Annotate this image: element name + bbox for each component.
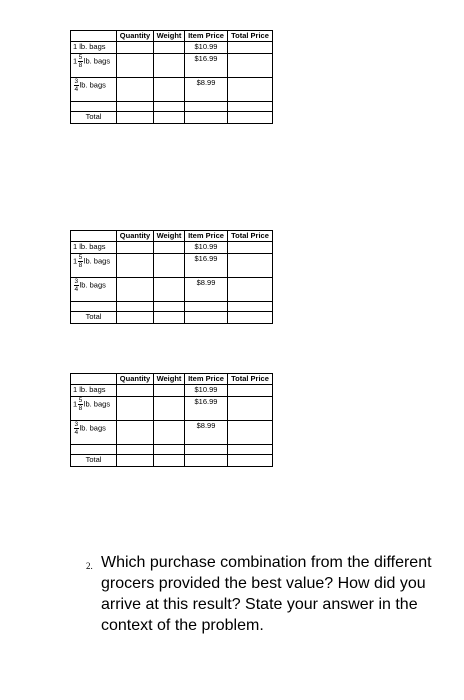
total-weight-cell[interactable]: [154, 455, 185, 467]
total-weight-cell[interactable]: [154, 112, 185, 124]
row-label-text: lb. bags: [83, 399, 111, 409]
table-row: [71, 421, 273, 445]
row-label-text: 1 lb. bags: [73, 42, 106, 51]
row-label: [71, 278, 117, 302]
empty-cell[interactable]: [185, 445, 228, 455]
empty-cell[interactable]: [228, 302, 273, 312]
empty-cell[interactable]: [185, 302, 228, 312]
fraction: [78, 397, 83, 412]
total-price-cell[interactable]: [228, 112, 273, 124]
empty-cell[interactable]: [117, 102, 154, 112]
fraction-denominator: 4: [74, 429, 79, 436]
table-row-empty: [71, 445, 273, 455]
table-row: [71, 78, 273, 102]
weight-cell[interactable]: [154, 421, 185, 445]
fraction-denominator: 4: [74, 286, 79, 293]
item-price-cell: $8.99: [185, 78, 228, 102]
quantity-cell[interactable]: [117, 397, 154, 421]
total-price-cell[interactable]: [228, 455, 273, 467]
weight-cell[interactable]: [154, 397, 185, 421]
fraction: [74, 278, 79, 293]
weight-cell[interactable]: [154, 42, 185, 54]
fraction-denominator: 4: [74, 86, 79, 93]
total-quantity-cell[interactable]: [117, 312, 154, 324]
total-item-price-cell[interactable]: [185, 112, 228, 124]
row-label: [71, 242, 117, 254]
weight-cell[interactable]: [154, 254, 185, 278]
fraction-numerator: 3: [74, 78, 79, 85]
header-weight: Weight: [154, 231, 185, 242]
price-table-2: [70, 230, 273, 324]
header-item-price: Item Price: [185, 374, 228, 385]
table-row: [71, 254, 273, 278]
empty-cell[interactable]: [117, 445, 154, 455]
total-price-cell[interactable]: [228, 385, 273, 397]
total-price-cell[interactable]: [228, 42, 273, 54]
weight-cell[interactable]: [154, 278, 185, 302]
header-total-price: Total Price: [228, 31, 273, 42]
table-row-total: [71, 312, 273, 324]
fraction-denominator: 8: [78, 262, 83, 269]
empty-cell[interactable]: [228, 102, 273, 112]
question-block: [86, 552, 446, 636]
empty-cell[interactable]: [154, 445, 185, 455]
quantity-cell[interactable]: [117, 385, 154, 397]
header-quantity: Quantity: [117, 374, 154, 385]
item-price-cell: $8.99: [185, 421, 228, 445]
fraction: [74, 421, 79, 436]
total-price-cell[interactable]: [228, 242, 273, 254]
table-row-empty: [71, 302, 273, 312]
header-quantity: Quantity: [117, 31, 154, 42]
total-price-cell[interactable]: [228, 78, 273, 102]
total-price-cell[interactable]: [228, 397, 273, 421]
table-row: [71, 54, 273, 78]
row-label-text: 1 lb. bags: [73, 242, 106, 251]
item-price-cell: $16.99: [185, 254, 228, 278]
fraction-denominator: 8: [78, 62, 83, 69]
total-price-cell[interactable]: [228, 278, 273, 302]
row-label: [71, 421, 117, 445]
table-row: [71, 242, 273, 254]
total-quantity-cell[interactable]: [117, 455, 154, 467]
fraction-numerator: 5: [78, 254, 83, 261]
empty-cell: [71, 302, 117, 312]
mixed-number-whole: 1: [73, 399, 78, 409]
table-row: [71, 397, 273, 421]
item-price-cell: $10.99: [185, 385, 228, 397]
mixed-number-whole: 1: [73, 256, 78, 266]
header-quantity: Quantity: [117, 231, 154, 242]
empty-cell[interactable]: [117, 302, 154, 312]
weight-cell[interactable]: [154, 54, 185, 78]
price-table-3: [70, 373, 273, 467]
header-weight: Weight: [154, 31, 185, 42]
row-label-text: lb. bags: [83, 56, 111, 66]
header-weight: Weight: [154, 374, 185, 385]
mixed-number-whole: 1: [73, 56, 78, 66]
row-label: [71, 42, 117, 54]
question-number: 2.: [86, 561, 93, 571]
fraction: [78, 254, 83, 269]
weight-cell[interactable]: [154, 78, 185, 102]
total-item-price-cell[interactable]: [185, 312, 228, 324]
row-label-text: lb. bags: [79, 280, 106, 290]
table-row: [71, 278, 273, 302]
question-text: Which purchase combination from the different grocers provided the best value? How did you arrive at this result? State your answer in the context of the problem.: [101, 554, 432, 634]
header-item-price: Item Price: [185, 31, 228, 42]
row-label-text: 1 lb. bags: [73, 385, 106, 394]
total-price-cell[interactable]: [228, 54, 273, 78]
total-price-cell[interactable]: [228, 421, 273, 445]
quantity-cell[interactable]: [117, 254, 154, 278]
total-weight-cell[interactable]: [154, 312, 185, 324]
empty-cell: [71, 445, 117, 455]
row-label-text: lb. bags: [79, 423, 106, 433]
row-label: [71, 385, 117, 397]
table-header-row: [71, 374, 273, 385]
row-label: [71, 54, 117, 78]
row-label: [71, 78, 117, 102]
quantity-cell[interactable]: [117, 242, 154, 254]
table-row-empty: [71, 102, 273, 112]
total-label: Total: [71, 312, 117, 324]
row-label: [71, 254, 117, 278]
empty-cell[interactable]: [154, 302, 185, 312]
table-header-row: [71, 231, 273, 242]
fraction-denominator: 8: [78, 405, 83, 412]
fraction: [74, 78, 79, 93]
price-table-1: [70, 30, 273, 124]
total-quantity-cell[interactable]: [117, 112, 154, 124]
empty-cell: [71, 102, 117, 112]
item-price-cell: $10.99: [185, 42, 228, 54]
total-price-cell[interactable]: [228, 254, 273, 278]
item-price-cell: $16.99: [185, 397, 228, 421]
table-row-total: [71, 455, 273, 467]
empty-cell[interactable]: [228, 445, 273, 455]
row-label-text: lb. bags: [79, 80, 106, 90]
item-price-cell: $8.99: [185, 278, 228, 302]
header-total-price: Total Price: [228, 374, 273, 385]
header-cell: [71, 231, 117, 242]
header-cell: [71, 31, 117, 42]
weight-cell[interactable]: [154, 242, 185, 254]
quantity-cell[interactable]: [117, 54, 154, 78]
total-item-price-cell[interactable]: [185, 455, 228, 467]
total-price-cell[interactable]: [228, 312, 273, 324]
quantity-cell[interactable]: [117, 42, 154, 54]
table-row: [71, 42, 273, 54]
fraction-numerator: 5: [78, 54, 83, 61]
quantity-cell[interactable]: [117, 278, 154, 302]
row-label: [71, 397, 117, 421]
fraction-numerator: 3: [74, 421, 79, 428]
weight-cell[interactable]: [154, 385, 185, 397]
header-cell: [71, 374, 117, 385]
total-label: Total: [71, 112, 117, 124]
total-label: Total: [71, 455, 117, 467]
table-row: [71, 385, 273, 397]
empty-cell[interactable]: [154, 102, 185, 112]
fraction: [78, 54, 83, 69]
table-header-row: [71, 31, 273, 42]
item-price-cell: $16.99: [185, 54, 228, 78]
quantity-cell[interactable]: [117, 421, 154, 445]
quantity-cell[interactable]: [117, 78, 154, 102]
fraction-numerator: 3: [74, 278, 79, 285]
item-price-cell: $10.99: [185, 242, 228, 254]
header-item-price: Item Price: [185, 231, 228, 242]
fraction-numerator: 5: [78, 397, 83, 404]
header-total-price: Total Price: [228, 231, 273, 242]
table-row-total: [71, 112, 273, 124]
row-label-text: lb. bags: [83, 256, 111, 266]
empty-cell[interactable]: [185, 102, 228, 112]
